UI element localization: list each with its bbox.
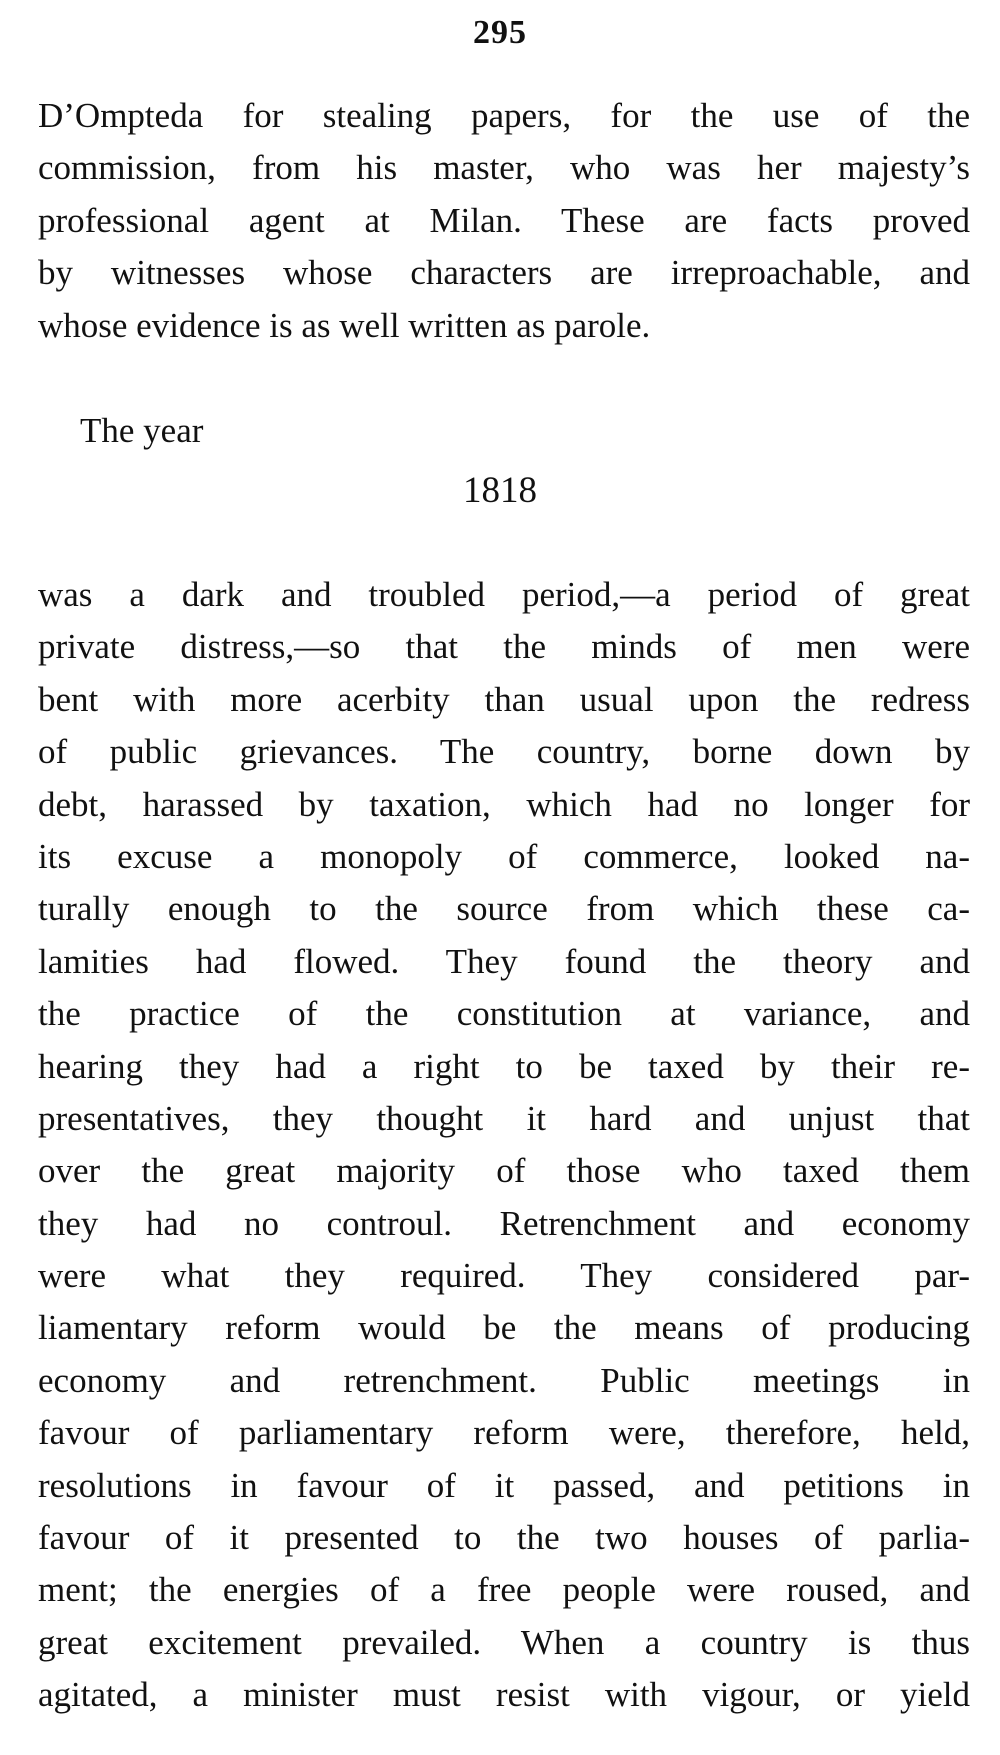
text-line: were what they required. They considered par- — [38, 1256, 970, 1296]
text-line: hearing they had a right to be taxed by their re- — [38, 1046, 970, 1086]
page-number: 295 — [473, 14, 527, 51]
text-line: liamentary reform would be the means of producing — [38, 1308, 970, 1348]
text-line: favour of parliamentary reform were, therefore, held, — [38, 1413, 970, 1453]
text-line: lamities had flowed. They found the theory and — [38, 941, 970, 981]
paragraph-1 — [38, 90, 970, 352]
text-line: they had no controul. Retrenchment and economy — [38, 1203, 970, 1243]
text-line: by witnesses whose characters are irreproachable, and — [38, 253, 970, 293]
text-line: D’Ompteda for stealing papers, for the use of the — [38, 96, 970, 135]
text-line: private distress,—so that the minds of men were — [38, 627, 970, 667]
text-line: of public grievances. The country, borne down by — [38, 732, 970, 772]
text-line: whose evidence is as well written as parole. — [38, 305, 651, 345]
text-line: professional agent at Milan. These are facts proved — [38, 200, 970, 240]
text-line: resolutions in favour of it passed, and petitions in — [38, 1465, 970, 1505]
text-line: ment; the energies of a free people were roused, and — [38, 1570, 970, 1610]
text-line: presentatives, they thought it hard and unjust that — [38, 1098, 970, 1138]
text-line: the practice of the constitution at variance, and — [38, 994, 970, 1034]
text-line: bent with more acerbity than usual upon the redress — [38, 679, 970, 719]
text-line: was a dark and troubled period,—a period of great — [38, 575, 970, 614]
paragraph-lead: The year — [80, 411, 204, 450]
text-line: its excuse a monopoly of commerce, looked na- — [38, 836, 970, 876]
paragraph-3 — [38, 569, 970, 1722]
text-line: economy and retrenchment. Public meetings in — [38, 1360, 970, 1400]
text-line: debt, harassed by taxation, which had no longer for — [38, 784, 970, 824]
text-line: agitated, a minister must resist with vigour, or yield — [38, 1675, 970, 1715]
text-line: over the great majority of those who taxed them — [38, 1151, 970, 1191]
text-line: favour of it presented to the two houses of parlia- — [38, 1518, 970, 1558]
paragraph-2 — [38, 405, 970, 457]
text-line: commission, from his master, who was her majesty’s — [38, 148, 970, 188]
text-line: great excitement prevailed. When a country is thus — [38, 1622, 970, 1662]
text-line: turally enough to the source from which these ca- — [38, 889, 970, 929]
year-heading: 1818 — [463, 470, 537, 511]
